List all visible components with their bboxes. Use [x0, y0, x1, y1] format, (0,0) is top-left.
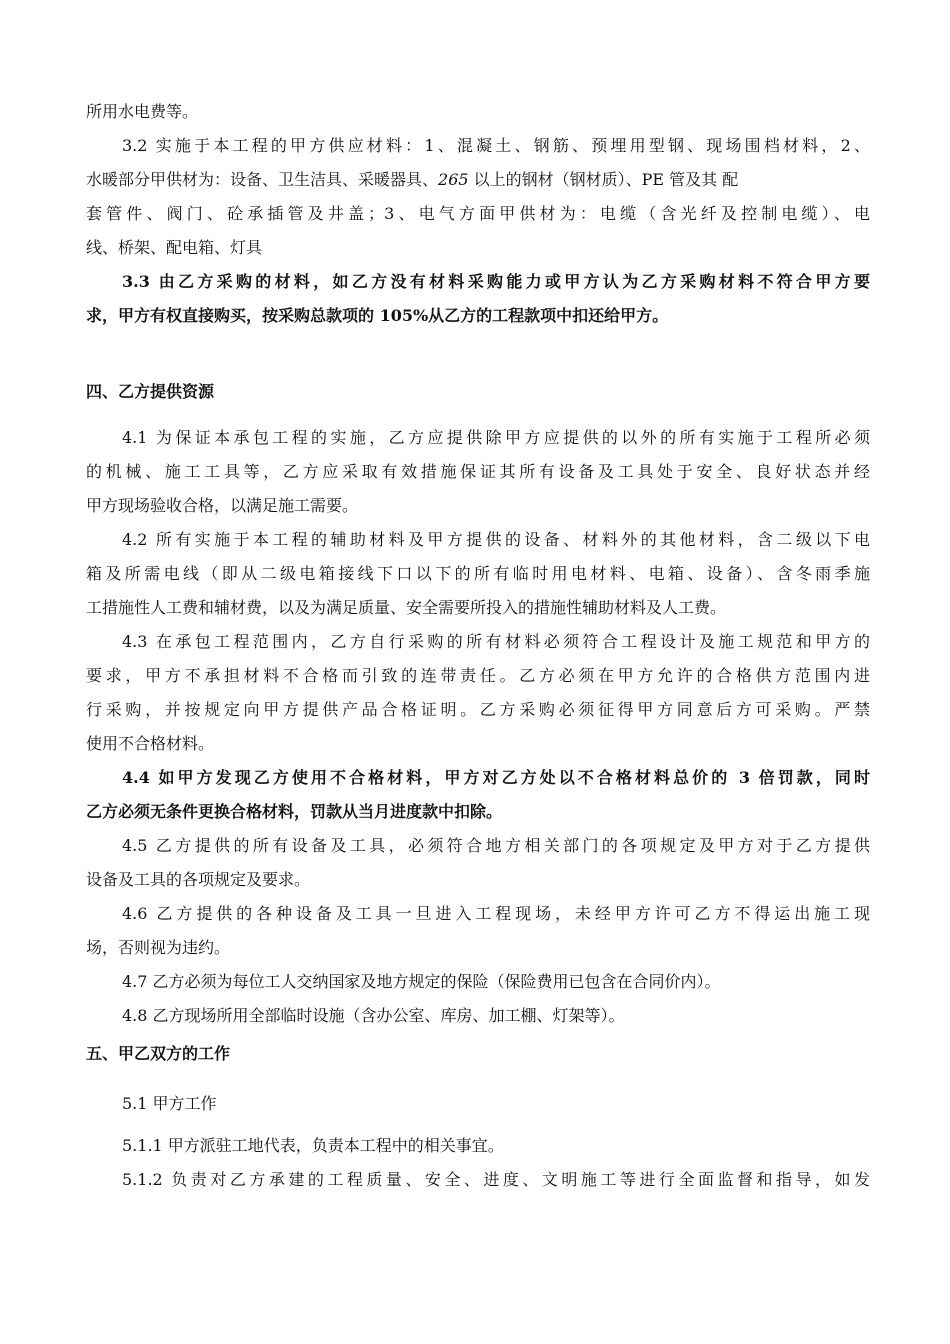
paragraph-line: 的机械、施工工具等，乙方应采取有效措施保证其所有设备及工具处于安全、良好状态并经	[86, 462, 870, 481]
text-run: 以上的钢材（钢材质）、PE 管及其 配	[468, 170, 739, 189]
paragraph-line: 3.2 实施于本工程的甲方供应材料：1、混凝土、钢筋、预埋用型钢、现场围档材料，2、	[122, 136, 870, 155]
paragraph-line: 4.8 乙方现场所用全部临时设施（含办公室、库房、加工棚、灯架等）。	[122, 1006, 625, 1025]
paragraph-line: 使用不合格材料。	[86, 734, 215, 753]
text-run: 水暖部分甲供材为：设备、卫生洁具、采暖器具、	[86, 170, 439, 189]
bold-paragraph-line: 4.4 如甲方发现乙方使用不合格材料，甲方对乙方处以不合格材料总价的 3 倍罚款，同时	[122, 768, 870, 787]
bold-paragraph-line: 求，甲方有权直接购买，按采购总款项的 105%从乙方的工程款项中扣还给甲方。	[86, 306, 669, 325]
paragraph-line: 线、桥架、配电箱、灯具	[86, 238, 263, 257]
bold-paragraph-line: 乙方必须无条件更换合格材料，罚款从当月进度款中扣除。	[86, 802, 503, 821]
bold-paragraph-line: 3.3 由乙方采购的材料，如乙方没有材料采购能力或甲方认为乙方采购材料不符合甲方要	[122, 272, 870, 291]
paragraph-line: 所用水电费等。	[86, 102, 199, 121]
paragraph-line: 5.1.1 甲方派驻工地代表，负责本工程中的相关事宜。	[122, 1136, 504, 1155]
section-heading: 四、乙方提供资源	[86, 382, 215, 401]
paragraph-line: 设备及工具的各项规定及要求。	[86, 870, 311, 889]
paragraph-line: 要求，甲方不承担材料不合格而引致的连带责任。乙方必须在甲方允许的合格供方范围内进	[86, 666, 870, 685]
paragraph-line: 4.3 在承包工程范围内，乙方自行采购的所有材料必须符合工程设计及施工规范和甲方的	[122, 632, 870, 651]
paragraph-line: 箱及所需电线（即从二级电箱接线下口以下的所有临时用电材料、电箱、设备）、含冬雨季施	[86, 564, 870, 583]
paragraph-line	[86, 168, 870, 192]
section-heading: 五、甲乙双方的工作	[86, 1044, 231, 1063]
paragraph-line: 4.6 乙方提供的各种设备及工具一旦进入工程现场，未经甲方许可乙方不得运出施工现	[122, 904, 870, 923]
paragraph-line: 场，否则视为违约。	[86, 938, 231, 957]
text-run-italic: 265	[438, 170, 469, 189]
paragraph-line: 4.7 乙方必须为每位工人交纳国家及地方规定的保险（保险费用已包含在合同价内）。	[122, 972, 721, 991]
paragraph-line: 4.1 为保证本承包工程的实施，乙方应提供除甲方应提供的以外的所有实施于工程所必须	[122, 428, 870, 447]
paragraph-line: 甲方现场验收合格，以满足施工需要。	[86, 496, 359, 515]
paragraph-line: 行采购，并按规定向甲方提供产品合格证明。乙方采购必须征得甲方同意后方可采购。严禁	[86, 700, 870, 719]
subsection-heading: 5.1 甲方工作	[122, 1094, 217, 1113]
paragraph-line: 工措施性人工费和辅材费，以及为满足质量、安全需要所投入的措施性辅助材料及人工费。	[86, 598, 727, 617]
paragraph-line: 4.2 所有实施于本工程的辅助材料及甲方提供的设备、材料外的其他材料，含二级以下电	[122, 530, 870, 549]
paragraph-line: 4.5 乙方提供的所有设备及工具，必须符合地方相关部门的各项规定及甲方对于乙方提供	[122, 836, 870, 855]
paragraph-line: 5.1.2 负责对乙方承建的工程质量、安全、进度、文明施工等进行全面监督和指导，如发	[122, 1170, 870, 1189]
paragraph-line: 套管件、阀门、砼承插管及井盖；3、电气方面甲供材为：电缆（含光纤及控制电缆）、电	[86, 204, 870, 223]
